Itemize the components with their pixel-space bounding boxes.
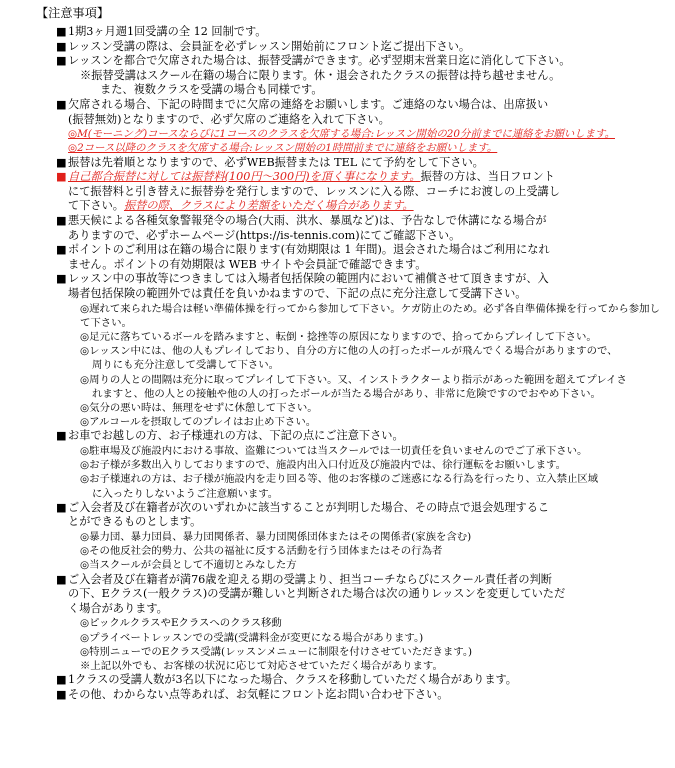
notice-text: 場者包括保険の範囲外では責任を負いかねますので、下記の点に充分注意して受講下さい。 xyxy=(68,286,527,300)
notice-item xyxy=(56,272,661,429)
notice-text: 振替の方は、当日フロント xyxy=(420,170,555,184)
bullet-square-icon: ■ xyxy=(56,687,67,701)
bullet-square-icon: ■ xyxy=(56,272,67,286)
notice-note: また、複数クラスを受講の場合も同様です。 xyxy=(100,83,323,97)
notice-sub-item: ◎レッスン中には、他の人もプレイしており、自分の方に他の人の打ったボールが飛んでくる場合がありますので、 xyxy=(80,345,618,358)
notice-text: (振替無効)となりますので、必ず欠席のご連絡を入れて下さい。 xyxy=(68,112,390,126)
notice-item xyxy=(56,156,661,171)
notice-sub-item: ◎特別ニューでのEクラス受講(レッスンメニューに制限を付けさせていただきます。) xyxy=(80,645,473,658)
notice-item xyxy=(56,573,661,674)
bullet-square-icon: ■ xyxy=(56,243,67,257)
notice-sub-item: れますと、他の人との接触や他の人の打ったボールが当たる場合があり、非常に危険ですのでおやめ下さい。 xyxy=(92,387,601,400)
notice-text: レッスンを都合で欠席された場合は、振替受講ができます。必ず翌期末営業日迄に消化して下さい。 xyxy=(68,54,571,68)
notice-sub-item: ◎暴力団、暴力団員、暴力団関係者、暴力団関係団体またはその関係者(家族を含む) xyxy=(80,530,472,543)
bullet-square-icon: ■ xyxy=(56,155,67,169)
notice-text: お車でお越しの方、お子様連れの方は、下記の点にご注意下さい。 xyxy=(68,429,404,443)
notice-text: レッスン中の事故等につきましては入場者包括保険の範囲内において補償させて頂きますが、入 xyxy=(68,272,549,286)
notice-item xyxy=(56,170,661,214)
notice-sub-item: ◎周りの人との間隔は充分に取ってプレイして下さい。又、インストラクターより指示があった範囲を超えてプレイさ xyxy=(80,373,627,386)
notice-sub-item: ◎気分の悪い時は、無理をせずに休憩して下さい。 xyxy=(80,401,318,414)
notice-text: ポイントのご利用は在籍の場合に限ります(有効期限は 1 年間)。退会された場合はご利用になれ xyxy=(68,243,550,257)
notice-sub-item: ◎遅れて来られた場合は軽い準備体操を行ってから参加して下さい。ケガ防止のため。必ず各自準備体操を行ってから参加して下さい。 xyxy=(80,302,660,329)
bullet-square-icon: ■ xyxy=(56,500,67,514)
notice-note: ※振替受講はスクール在籍の場合に限ります。休・退会されたクラスの振替は持ち越せません。 xyxy=(80,68,561,82)
notice-text: 欠席される場合、下記の時間までに欠席の連絡をお願いします。ご連絡のない場合は、出席扱い xyxy=(68,97,549,111)
notice-sub-item: に入ったりしないようご注意願います。 xyxy=(92,487,279,500)
notice-red-text: ◎2コース以降のクラスを欠席する場合:レッスン開始の1時間前までに連絡をお願いします。 xyxy=(68,142,498,155)
notice-sub-item: ◎その他反社会的勢力、公共の福祉に反する活動を行う団体またはその行為者 xyxy=(80,545,443,558)
notice-item xyxy=(56,243,661,272)
notice-sub-item: ◎ピックルクラスやEクラスへのクラス移動 xyxy=(80,617,282,630)
notice-sub-item: ◎足元に落ちているボールを踏みますと、転倒・捻挫等の原因になりますので、拾ってからプレイして下さい。 xyxy=(80,330,597,343)
notice-item xyxy=(56,40,661,55)
bullet-square-icon: ■ xyxy=(56,97,67,111)
notice-item xyxy=(56,54,661,98)
notice-text: ません。ポイントの有効期限は WEB サイトや会員証で確認できます。 xyxy=(68,257,427,271)
notice-item xyxy=(56,688,661,703)
bullet-square-icon: ■ xyxy=(56,213,67,227)
notice-sub-item: ◎プライベートレッスンでの受講(受講料金が変更になる場合があります。) xyxy=(80,631,424,644)
notice-text: レッスン受講の際は、会員証を必ずレッスン開始前にフロント迄ご提出下さい。 xyxy=(68,39,471,53)
notice-text: 振替は先着順となりますので、必ずWEB振替または TEL にて予約をして下さい。 xyxy=(68,155,484,169)
notice-text: 1クラスの受講人数が3名以下になった場合、クラスを移動していただく場合があります。 xyxy=(68,673,517,687)
notice-red-text: ◎M(モーニング)コースならびに1コースのクラスを欠席する場合:レッスン開始の20分前までに連絡をお願いします。 xyxy=(68,128,615,141)
notice-item xyxy=(56,429,661,500)
notice-sub-item: ◎お子様が多数出入りしておりますので、施設内出入口付近及び施設内では、徐行運転をお願いします。 xyxy=(80,459,566,472)
bullet-square-icon: ■ xyxy=(56,673,67,687)
notice-item xyxy=(56,214,661,243)
notice-red-text: 自己都合振替に対しては振替料(100円〜300円)を頂く事になります。 xyxy=(68,170,421,184)
notice-text: とができるものとします。 xyxy=(68,515,202,529)
notice-sub-item: ◎お子様連れの方は、お子様が施設内を走り回る等、他のお客様のご迷惑になる行為を行ったり、立入禁止区域 xyxy=(80,473,599,486)
notice-sub-item: ◎駐車場及び施設内における事故、盗難については当スクールでは一切責任を負いませんのでご了承下さい。 xyxy=(80,444,588,457)
notice-text: ありますので、必ずホームページ(https://is-tennis.com)にてご確認下さい。 xyxy=(68,228,461,242)
notice-item xyxy=(56,25,661,40)
notice-red-text: 振替の際、クラスにより差額をいただく場合があります。 xyxy=(123,199,414,213)
bullet-square-icon: ■ xyxy=(56,25,67,38)
notice-sub-item: ◎当スクールが会員として不適切とみなした方 xyxy=(80,559,297,572)
notice-text: ご入会者及び在籍者が満76歳を迎える期の受講より、担当コーチならびにスクール責任者の判断 xyxy=(68,572,552,586)
notice-sub-item: ◎アルコールを摂取してのプレイはお止め下さい。 xyxy=(80,416,317,429)
notice-text: の下、Eクラス(一般クラス)の受講が難しいと判断された場合は次の通りレッスンを変更していただ xyxy=(68,587,566,601)
notice-sub-item: 周りにも充分注意して受講して下さい。 xyxy=(92,359,280,372)
notice-text: く場合があります。 xyxy=(68,601,168,615)
notice-text: その他、わからない点等あれば、お気軽にフロント迄お問い合わせ下さい。 xyxy=(68,687,449,701)
notice-list xyxy=(56,25,661,702)
notice-text: 1期3ヶ月週1回受講の全 12 回制です。 xyxy=(68,25,267,38)
page-title: 【注意事項】 xyxy=(36,6,110,20)
bullet-square-icon: ■ xyxy=(56,429,67,443)
bullet-square-icon: ■ xyxy=(56,54,67,68)
notice-text: にて振替料と引き替えに振替券を発行しますので、レッスンに入る際、コーチにお渡しの上受講し xyxy=(68,184,560,198)
notice-item xyxy=(56,673,661,688)
notice-note: ※上記以外でも、お客様の状況に応じて対応させていただく場合があります。 xyxy=(80,659,443,672)
notice-text: て下さい。 xyxy=(68,199,124,213)
notice-item xyxy=(56,501,661,573)
notice-text: ご入会者及び在籍者が次のいずれかに該当することが判明した場合、その時点で退会処理するこ xyxy=(68,500,550,514)
bullet-square-icon: ■ xyxy=(56,572,67,586)
bullet-square-icon: ■ xyxy=(56,39,67,53)
notice-text: 悪天候による各種気象警報発令の場合(大雨、洪水、暴風など)は、予告なしで休講になる場合が xyxy=(68,213,547,227)
bullet-square-icon: ■ xyxy=(56,170,67,184)
notice-item xyxy=(56,98,661,156)
